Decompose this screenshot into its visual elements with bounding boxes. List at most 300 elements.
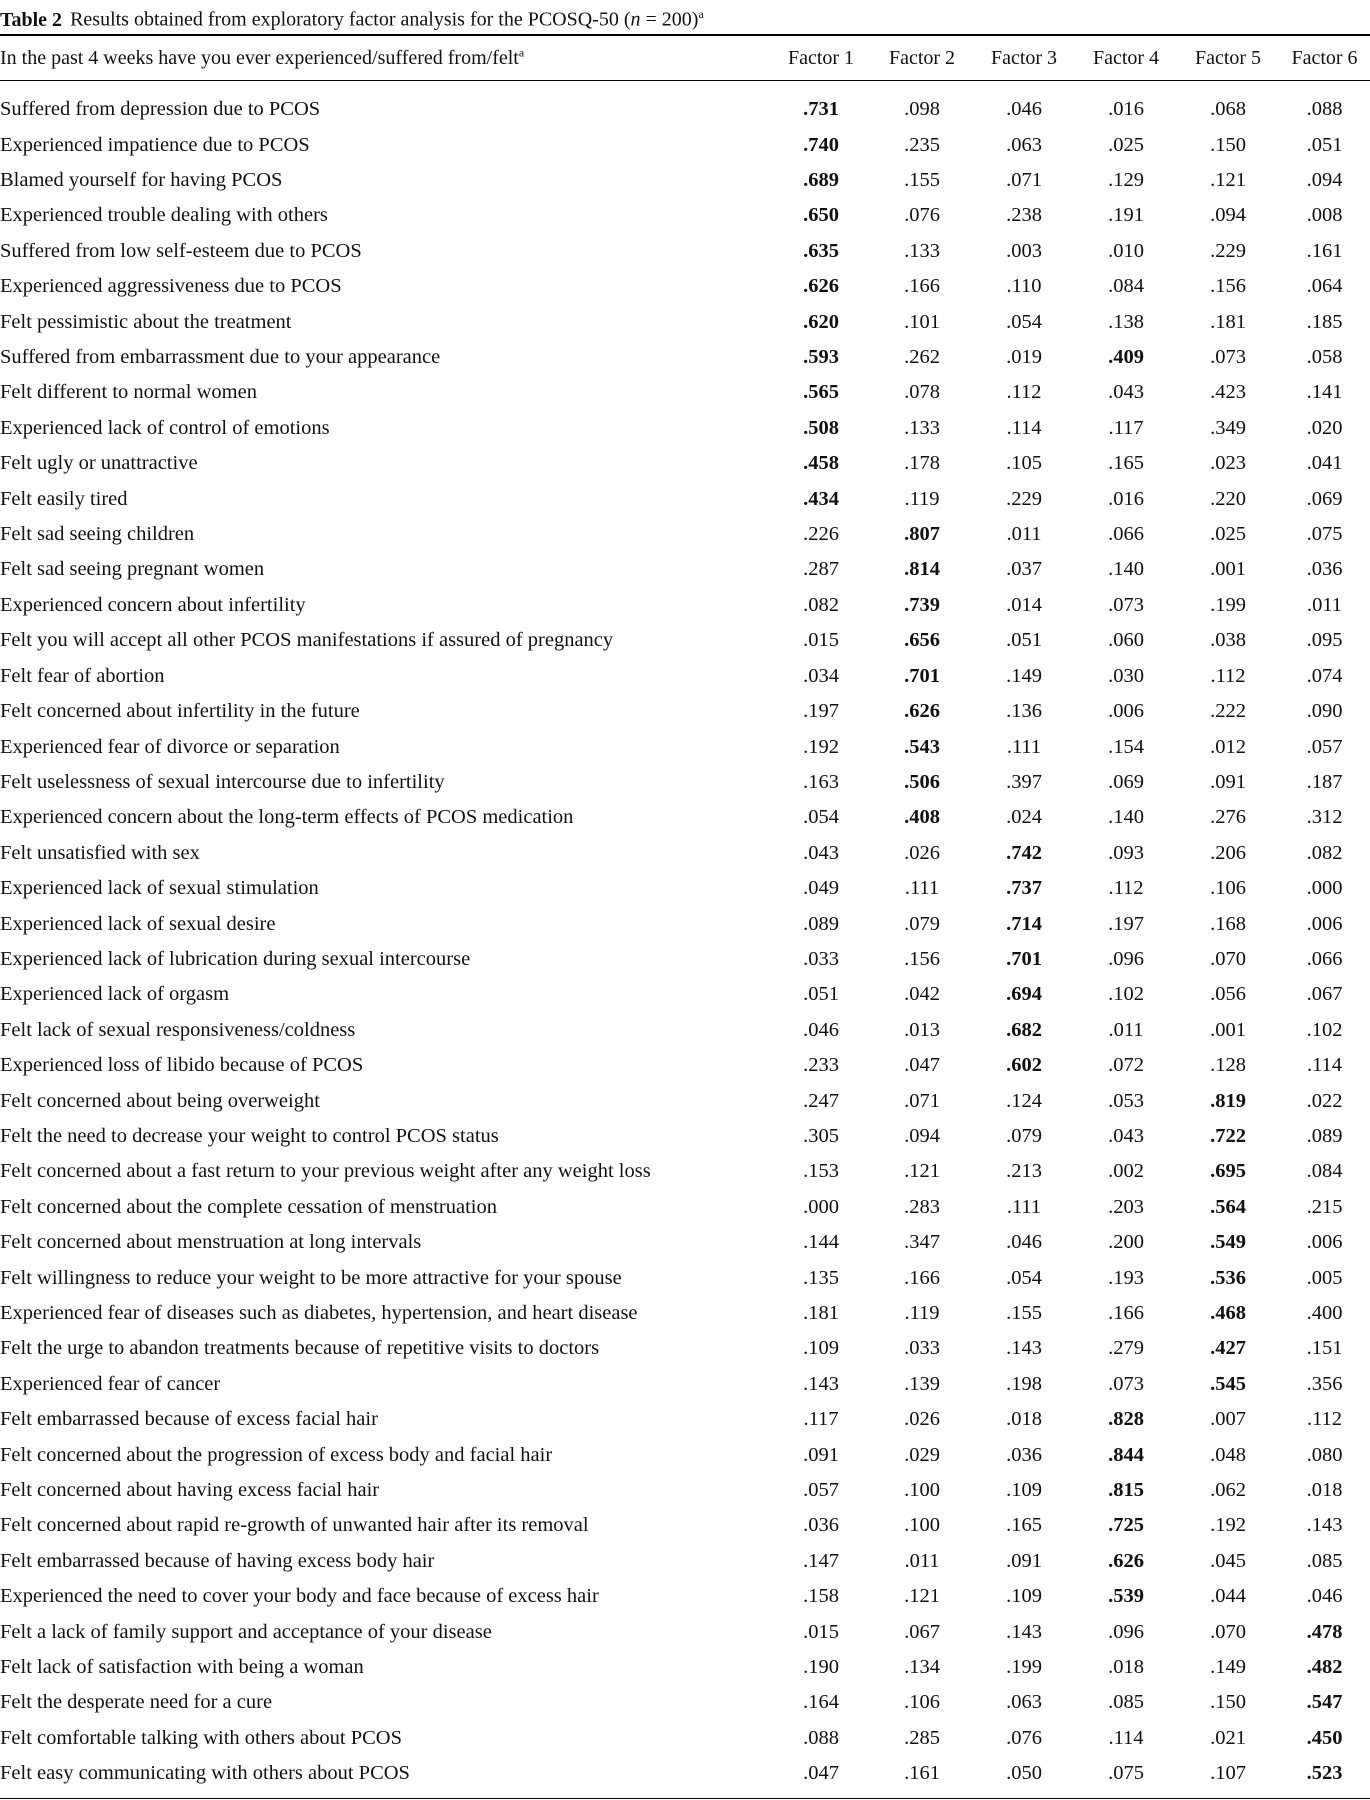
table-row xyxy=(0,163,1370,198)
loading-factor-1: .051 xyxy=(803,983,839,1006)
loading-factor-1: .192 xyxy=(803,735,839,758)
loading-factor-2: .013 xyxy=(904,1018,940,1041)
table-row xyxy=(0,765,1370,800)
loading-factor-5: .001 xyxy=(1210,1018,1246,1041)
loading-factor-2: .133 xyxy=(904,239,940,262)
loading-factor-2: .101 xyxy=(904,310,940,333)
header-factor-1: Factor 1 xyxy=(787,47,855,69)
loading-factor-2: .347 xyxy=(904,1231,940,1254)
header-factor-2: Factor 2 xyxy=(888,47,956,69)
loading-factor-2: .076 xyxy=(904,204,940,227)
loading-factor-5: .070 xyxy=(1210,1620,1246,1643)
loading-factor-1: .047 xyxy=(803,1762,839,1785)
loading-factor-4: .006 xyxy=(1108,700,1144,723)
header-factor-3: Factor 3 xyxy=(990,47,1058,69)
loading-factor-1: .226 xyxy=(803,523,839,546)
loading-factor-2: .119 xyxy=(904,487,940,510)
loading-factor-2: .079 xyxy=(904,912,940,935)
table-row xyxy=(0,659,1370,694)
table-row xyxy=(0,623,1370,658)
loading-factor-2: .026 xyxy=(904,841,940,864)
loading-factor-4: .102 xyxy=(1108,983,1144,1006)
item-label: Experienced lack of control of emotions xyxy=(0,416,330,439)
loading-factor-2: .111 xyxy=(904,877,940,900)
loading-factor-1: .434 xyxy=(803,487,839,510)
loading-factor-1: .015 xyxy=(803,1620,839,1643)
loading-factor-2: .067 xyxy=(904,1620,940,1643)
loading-factor-2: .262 xyxy=(904,346,940,369)
loading-factor-2: .121 xyxy=(904,1160,940,1183)
loading-factor-4: .053 xyxy=(1108,1089,1144,1112)
item-label: Felt embarrassed because of having excess body hair xyxy=(0,1549,435,1572)
loading-factor-2: .029 xyxy=(904,1443,940,1466)
loading-factor-3: .110 xyxy=(1006,275,1042,298)
loading-factor-3: .037 xyxy=(1006,558,1042,581)
loading-factor-3: .091 xyxy=(1006,1549,1042,1572)
table-row xyxy=(0,871,1370,906)
loading-factor-1: .089 xyxy=(803,912,839,935)
loading-factor-3: .079 xyxy=(1006,1124,1042,1147)
loading-factor-6: .041 xyxy=(1306,452,1343,475)
loading-factor-4: .085 xyxy=(1108,1691,1144,1714)
loading-factor-6: .064 xyxy=(1306,275,1343,298)
loading-factor-5: .199 xyxy=(1210,593,1246,616)
loading-factor-5: .564 xyxy=(1210,1195,1246,1218)
loading-factor-1: .508 xyxy=(803,416,839,439)
table-row xyxy=(0,729,1370,764)
loading-factor-5: .722 xyxy=(1210,1124,1246,1147)
loading-factor-1: .163 xyxy=(803,770,839,793)
table-row xyxy=(0,1579,1370,1614)
loading-factor-5: .192 xyxy=(1210,1514,1246,1537)
loading-factor-3: .019 xyxy=(1006,346,1042,369)
item-column-header-text: In the past 4 weeks have you ever experienced/suffered from/felt xyxy=(0,47,519,69)
table-row xyxy=(0,1437,1370,1472)
loading-factor-2: .100 xyxy=(904,1479,940,1502)
loading-factor-2: .047 xyxy=(904,1054,940,1077)
table-row xyxy=(0,304,1370,339)
table-row xyxy=(0,1402,1370,1437)
loading-factor-5: .222 xyxy=(1210,700,1246,723)
loading-factor-4: .279 xyxy=(1108,1337,1144,1360)
loading-factor-4: .828 xyxy=(1108,1408,1144,1431)
loading-factor-4: .197 xyxy=(1108,912,1144,935)
loading-factor-4: .066 xyxy=(1108,523,1144,546)
loading-factor-2: .701 xyxy=(904,664,940,687)
table-row xyxy=(0,1225,1370,1260)
loading-factor-1: .190 xyxy=(803,1656,839,1679)
item-label: Felt the desperate need for a cure xyxy=(0,1691,273,1714)
table-row xyxy=(0,1508,1370,1543)
loading-factor-4: .129 xyxy=(1108,169,1144,192)
loading-factor-1: .593 xyxy=(803,346,839,369)
loading-factor-1: .046 xyxy=(803,1018,839,1041)
loading-factor-1: .049 xyxy=(803,877,839,900)
loading-factor-4: .409 xyxy=(1108,346,1144,369)
table-row xyxy=(0,1473,1370,1508)
loading-factor-6: .082 xyxy=(1306,841,1343,864)
header-factor-4: Factor 4 xyxy=(1092,47,1160,69)
loading-factor-5: .128 xyxy=(1210,1054,1246,1077)
loading-factor-4: .043 xyxy=(1108,381,1144,404)
loading-factor-4: .114 xyxy=(1108,1726,1144,1749)
loading-factor-5: .229 xyxy=(1210,239,1246,262)
table-row xyxy=(0,517,1370,552)
header-factor-6: Factor 6 xyxy=(1291,47,1358,69)
item-label: Felt sad seeing pregnant women xyxy=(0,558,265,581)
table-row xyxy=(0,198,1370,233)
loading-factor-5: .073 xyxy=(1210,346,1246,369)
item-label: Felt easily tired xyxy=(0,487,128,510)
loading-factor-6: .143 xyxy=(1306,1514,1343,1537)
loading-factor-1: .036 xyxy=(803,1514,839,1537)
loading-factor-6: .036 xyxy=(1306,558,1343,581)
loading-factor-2: .814 xyxy=(904,558,940,581)
loading-factor-2: .178 xyxy=(904,452,940,475)
loading-factor-5: .107 xyxy=(1210,1762,1246,1785)
loading-factor-3: .054 xyxy=(1006,310,1042,333)
loading-factor-3: .046 xyxy=(1006,1231,1042,1254)
loading-factor-6: .075 xyxy=(1306,523,1343,546)
loading-factor-4: .844 xyxy=(1108,1443,1144,1466)
item-label: Suffered from depression due to PCOS xyxy=(0,98,321,121)
item-column-footnote-marker: a xyxy=(518,45,525,60)
loading-factor-3: .063 xyxy=(1006,1691,1042,1714)
loading-factor-3: .076 xyxy=(1006,1726,1042,1749)
loading-factor-6: .057 xyxy=(1306,735,1343,758)
loading-factor-6: .112 xyxy=(1306,1408,1343,1431)
top-rule xyxy=(0,34,1370,36)
loading-factor-2: .807 xyxy=(904,523,940,546)
loading-factor-2: .011 xyxy=(904,1549,940,1572)
loading-factor-6: .482 xyxy=(1306,1656,1343,1679)
loading-factor-2: .071 xyxy=(904,1089,940,1112)
loading-factor-5: .423 xyxy=(1210,381,1246,404)
factor-loadings-table xyxy=(0,92,1370,1792)
item-label: Experienced lack of orgasm xyxy=(0,983,230,1006)
loading-factor-6: .018 xyxy=(1306,1479,1343,1502)
item-label: Felt comfortable talking with others about PCOS xyxy=(0,1726,402,1749)
loading-factor-1: .689 xyxy=(803,169,839,192)
loading-factor-1: .458 xyxy=(803,452,839,475)
loading-factor-3: .050 xyxy=(1006,1762,1042,1785)
loading-factor-3: .111 xyxy=(1006,1195,1042,1218)
loading-factor-3: .112 xyxy=(1006,381,1042,404)
item-label: Felt ugly or unattractive xyxy=(0,452,198,475)
loading-factor-2: .166 xyxy=(904,1266,940,1289)
table-row xyxy=(0,269,1370,304)
item-label: Felt concerned about infertility in the future xyxy=(0,700,360,723)
table-row xyxy=(0,588,1370,623)
item-label: Experienced fear of divorce or separation xyxy=(0,735,340,758)
caption-n-variable: n xyxy=(630,8,641,31)
item-label: Experienced the need to cover your body and face because of excess hair xyxy=(0,1585,599,1608)
loading-factor-5: .021 xyxy=(1210,1726,1246,1749)
item-label: Felt fear of abortion xyxy=(0,664,165,687)
loading-factor-2: .139 xyxy=(904,1372,940,1395)
item-label: Felt you will accept all other PCOS manifestations if assured of pregnancy xyxy=(0,629,614,652)
loading-factor-5: .149 xyxy=(1210,1656,1246,1679)
loading-factor-1: .000 xyxy=(803,1195,839,1218)
loading-factor-3: .114 xyxy=(1006,416,1042,439)
loading-factor-6: .478 xyxy=(1306,1620,1343,1643)
loading-factor-2: .156 xyxy=(904,947,940,970)
table-row xyxy=(0,340,1370,375)
table-row xyxy=(0,1260,1370,1295)
table-caption xyxy=(0,0,704,34)
loading-factor-3: .014 xyxy=(1006,593,1042,616)
loading-factor-6: .006 xyxy=(1306,912,1343,935)
item-label: Felt the urge to abandon treatments because of repetitive visits to doctors xyxy=(0,1337,600,1360)
loading-factor-6: .523 xyxy=(1306,1762,1343,1785)
loading-factor-1: .650 xyxy=(803,204,839,227)
loading-factor-1: .034 xyxy=(803,664,839,687)
loading-factor-5: .206 xyxy=(1210,841,1246,864)
caption-text: Results obtained from exploratory factor analysis for the PCOSQ-50 ( xyxy=(70,8,631,31)
loading-factor-5: .349 xyxy=(1210,416,1246,439)
loading-factor-1: .565 xyxy=(803,381,839,404)
table-row xyxy=(0,1048,1370,1083)
table-row xyxy=(0,1119,1370,1154)
loading-factor-1: .117 xyxy=(803,1408,839,1431)
item-label: Experienced concern about the long-term effects of PCOS medication xyxy=(0,806,574,829)
table-row xyxy=(0,1685,1370,1720)
item-label: Felt the need to decrease your weight to control PCOS status xyxy=(0,1124,499,1147)
loading-factor-1: .015 xyxy=(803,629,839,652)
item-label: Felt sad seeing children xyxy=(0,523,195,546)
loading-factor-2: .283 xyxy=(904,1195,940,1218)
loading-factor-2: .161 xyxy=(904,1762,940,1785)
loading-factor-5: .150 xyxy=(1210,1691,1246,1714)
loading-factor-1: .153 xyxy=(803,1160,839,1183)
loading-factor-4: .093 xyxy=(1108,841,1144,864)
loading-factor-3: .046 xyxy=(1006,98,1042,121)
loading-factor-5: .007 xyxy=(1210,1408,1246,1431)
loading-factor-1: .164 xyxy=(803,1691,839,1714)
loading-factor-5: .468 xyxy=(1210,1302,1246,1325)
loading-factor-6: .356 xyxy=(1306,1372,1343,1395)
loading-factor-2: .155 xyxy=(904,169,940,192)
item-column-header xyxy=(0,40,760,80)
loading-factor-3: .198 xyxy=(1006,1372,1042,1395)
loading-factor-2: .026 xyxy=(904,1408,940,1431)
loading-factor-1: .731 xyxy=(803,98,839,121)
loading-factor-6: .161 xyxy=(1306,239,1343,262)
loading-factor-6: .114 xyxy=(1306,1054,1343,1077)
loading-factor-5: .023 xyxy=(1210,452,1246,475)
loading-factor-4: .096 xyxy=(1108,1620,1144,1643)
loading-factor-1: .287 xyxy=(803,558,839,581)
item-label: Blamed yourself for having PCOS xyxy=(0,169,283,192)
loading-factor-3: .011 xyxy=(1006,523,1042,546)
loading-factor-6: .069 xyxy=(1306,487,1343,510)
loading-factor-6: .215 xyxy=(1306,1195,1343,1218)
table-row xyxy=(0,1083,1370,1118)
loading-factor-2: .106 xyxy=(904,1691,940,1714)
loading-factor-1: .109 xyxy=(803,1337,839,1360)
table-body xyxy=(0,92,1370,1792)
table-row xyxy=(0,906,1370,941)
loading-factor-5: .048 xyxy=(1210,1443,1246,1466)
item-label: Felt concerned about the complete cessation of menstruation xyxy=(0,1195,497,1218)
loading-factor-4: .069 xyxy=(1108,770,1144,793)
loading-factor-3: .036 xyxy=(1006,1443,1042,1466)
loading-factor-3: .143 xyxy=(1006,1337,1042,1360)
loading-factor-4: .140 xyxy=(1108,558,1144,581)
loading-factor-3: .694 xyxy=(1006,983,1042,1006)
loading-factor-4: .815 xyxy=(1108,1479,1144,1502)
item-label: Experienced trouble dealing with others xyxy=(0,204,328,227)
loading-factor-5: .276 xyxy=(1210,806,1246,829)
item-label: Felt concerned about the progression of excess body and facial hair xyxy=(0,1443,553,1466)
loading-factor-1: .082 xyxy=(803,593,839,616)
table-row xyxy=(0,1544,1370,1579)
table-row xyxy=(0,552,1370,587)
loading-factor-3: .238 xyxy=(1006,204,1042,227)
loading-factor-6: .141 xyxy=(1306,381,1343,404)
loading-factor-3: .143 xyxy=(1006,1620,1042,1643)
loading-factor-4: .138 xyxy=(1108,310,1144,333)
bottom-rule xyxy=(0,1798,1370,1799)
loading-factor-4: .072 xyxy=(1108,1054,1144,1077)
loading-factor-5: .025 xyxy=(1210,523,1246,546)
loading-factor-1: .158 xyxy=(803,1585,839,1608)
item-label: Felt different to normal women xyxy=(0,381,257,404)
table-row xyxy=(0,977,1370,1012)
loading-factor-5: .121 xyxy=(1210,169,1246,192)
loading-factor-2: .042 xyxy=(904,983,940,1006)
loading-factor-1: .147 xyxy=(803,1549,839,1572)
loading-factor-3: .742 xyxy=(1006,841,1042,864)
item-label: Felt concerned about menstruation at long intervals xyxy=(0,1231,422,1254)
loading-factor-5: .045 xyxy=(1210,1549,1246,1572)
item-label: Suffered from embarrassment due to your appearance xyxy=(0,346,441,369)
loading-factor-3: .136 xyxy=(1006,700,1042,723)
table-row xyxy=(0,1367,1370,1402)
loading-factor-3: .397 xyxy=(1006,770,1042,793)
loading-factor-1: .144 xyxy=(803,1231,839,1254)
loading-factor-5: .038 xyxy=(1210,629,1246,652)
loading-factor-6: .058 xyxy=(1306,346,1343,369)
item-label: Felt lack of satisfaction with being a woman xyxy=(0,1656,364,1679)
loading-factor-5: .156 xyxy=(1210,275,1246,298)
item-label: Felt concerned about having excess facial hair xyxy=(0,1479,380,1502)
item-label: Experienced lack of sexual desire xyxy=(0,912,276,935)
loading-factor-4: .725 xyxy=(1108,1514,1144,1537)
loading-factor-6: .312 xyxy=(1306,806,1343,829)
loading-factor-6: .094 xyxy=(1306,169,1343,192)
loading-factor-2: .119 xyxy=(904,1302,940,1325)
loading-factor-2: .078 xyxy=(904,381,940,404)
loading-factor-1: .088 xyxy=(803,1726,839,1749)
loading-factor-4: .191 xyxy=(1108,204,1144,227)
table-label: Table 2 xyxy=(0,8,63,31)
loading-factor-5: .091 xyxy=(1210,770,1246,793)
item-label: Experienced lack of sexual stimulation xyxy=(0,877,319,900)
loading-factor-3: .063 xyxy=(1006,133,1042,156)
table-row xyxy=(0,1296,1370,1331)
loading-factor-4: .060 xyxy=(1108,629,1144,652)
table-row xyxy=(0,1756,1370,1791)
loading-factor-3: .003 xyxy=(1006,239,1042,262)
table-row xyxy=(0,446,1370,481)
loading-factor-5: .150 xyxy=(1210,133,1246,156)
loading-factor-3: .155 xyxy=(1006,1302,1042,1325)
loading-factor-4: .117 xyxy=(1108,416,1144,439)
loading-factor-4: .200 xyxy=(1108,1231,1144,1254)
loading-factor-4: .112 xyxy=(1108,877,1144,900)
loading-factor-1: .033 xyxy=(803,947,839,970)
loading-factor-4: .011 xyxy=(1108,1018,1144,1041)
loading-factor-1: .135 xyxy=(803,1266,839,1289)
loading-factor-1: .626 xyxy=(803,275,839,298)
loading-factor-6: .095 xyxy=(1306,629,1343,652)
loading-factor-5: .536 xyxy=(1210,1266,1246,1289)
loading-factor-6: .187 xyxy=(1306,770,1343,793)
item-label: Felt uselessness of sexual intercourse due to infertility xyxy=(0,770,445,793)
loading-factor-4: .043 xyxy=(1108,1124,1144,1147)
loading-factor-2: .408 xyxy=(904,806,940,829)
loading-factor-1: .233 xyxy=(803,1054,839,1077)
item-label: Felt concerned about being overweight xyxy=(0,1089,320,1112)
loading-factor-1: .305 xyxy=(803,1124,839,1147)
loading-factor-6: .008 xyxy=(1306,204,1343,227)
loading-factor-2: .166 xyxy=(904,275,940,298)
loading-factor-3: .701 xyxy=(1006,947,1042,970)
loading-factor-5: .044 xyxy=(1210,1585,1246,1608)
caption-footnote-marker: a xyxy=(698,7,704,21)
loading-factor-1: .635 xyxy=(803,239,839,262)
loading-factor-6: .020 xyxy=(1306,416,1343,439)
loading-factor-4: .539 xyxy=(1108,1585,1144,1608)
loading-factor-6: .185 xyxy=(1306,310,1343,333)
loading-factor-6: .074 xyxy=(1306,664,1343,687)
loading-factor-2: .626 xyxy=(904,700,940,723)
loading-factor-5: .112 xyxy=(1210,664,1246,687)
item-label: Experienced lack of lubrication during sexual intercourse xyxy=(0,947,471,970)
loading-factor-4: .096 xyxy=(1108,947,1144,970)
loading-factor-4: .073 xyxy=(1108,593,1144,616)
loading-factor-5: .056 xyxy=(1210,983,1246,1006)
item-label: Experienced loss of libido because of PCOS xyxy=(0,1054,364,1077)
loading-factor-6: .067 xyxy=(1306,983,1343,1006)
loading-factor-3: .071 xyxy=(1006,169,1042,192)
loading-factor-4: .626 xyxy=(1108,1549,1144,1572)
loading-factor-3: .054 xyxy=(1006,1266,1042,1289)
loading-factor-3: .018 xyxy=(1006,1408,1042,1431)
loading-factor-6: .005 xyxy=(1306,1266,1343,1289)
table-row xyxy=(0,234,1370,269)
item-label: Experienced concern about infertility xyxy=(0,593,306,616)
loading-factor-4: .016 xyxy=(1108,98,1144,121)
loading-factor-1: .057 xyxy=(803,1479,839,1502)
item-label: Felt a lack of family support and acceptance of your disease xyxy=(0,1620,492,1643)
loading-factor-4: .075 xyxy=(1108,1762,1144,1785)
loading-factor-4: .010 xyxy=(1108,239,1144,262)
loading-factor-6: .085 xyxy=(1306,1549,1343,1572)
item-label: Experienced aggressiveness due to PCOS xyxy=(0,275,342,298)
table-row xyxy=(0,1650,1370,1685)
loading-factor-1: .143 xyxy=(803,1372,839,1395)
loading-factor-5: .070 xyxy=(1210,947,1246,970)
loading-factor-4: .165 xyxy=(1108,452,1144,475)
loading-factor-4: .084 xyxy=(1108,275,1144,298)
loading-factor-2: .235 xyxy=(904,133,940,156)
loading-factor-6: .046 xyxy=(1306,1585,1343,1608)
loading-factor-3: .165 xyxy=(1006,1514,1042,1537)
loading-factor-3: .602 xyxy=(1006,1054,1042,1077)
table-row xyxy=(0,92,1370,127)
